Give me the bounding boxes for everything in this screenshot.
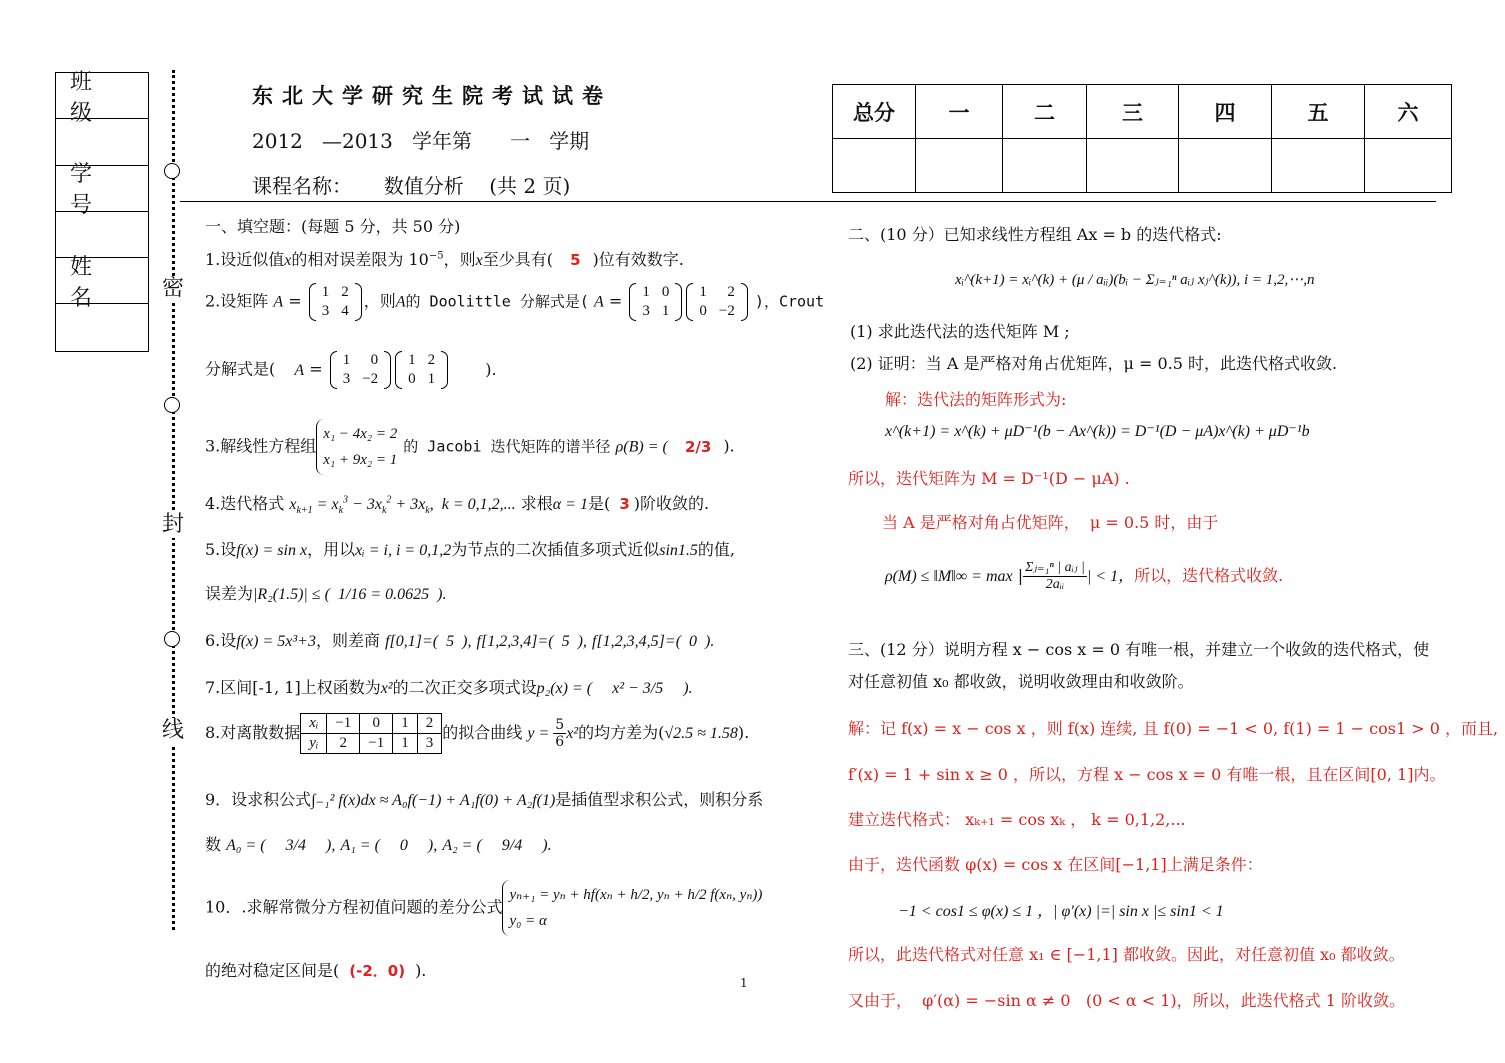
matrix-a: 1 2 3 4 [309, 283, 362, 321]
score-header-3: 三 [1087, 85, 1179, 139]
score-header-5: 五 [1272, 85, 1365, 139]
question-10-answer: 的绝对稳定区间是( (-2．0) ). [205, 961, 427, 980]
header-divider [180, 201, 1436, 202]
section3-solution-3: 建立迭代格式： xₖ₊₁ = cos xₖ ， k = 0,1,2,... [848, 810, 1186, 829]
score-header-total: 总分 [833, 85, 916, 139]
section3-solution-5: −1 < cos1 ≤ φ(x) ≤ 1 ，| φ′(x) |=| sin x |≤ sin1 < 1 [898, 903, 1224, 920]
binding-hole-icon [164, 631, 180, 647]
answer-1: 5 [570, 251, 581, 269]
score-header-2: 二 [1003, 85, 1087, 139]
score-cell-2[interactable] [1003, 139, 1087, 193]
section2-solution-2: x^(k+1) = x^(k) + μD⁻¹(b − Ax^(k)) = D⁻¹(D − μA)x^(k) + μD⁻¹b [885, 423, 1310, 440]
seal-mi: 密 [162, 276, 185, 301]
score-cell-3[interactable] [1087, 139, 1179, 193]
score-header-4: 四 [1179, 85, 1272, 139]
class-label: 班 级 [56, 73, 148, 119]
seal-feng: 封 [162, 512, 185, 537]
section3-solution-1: 解：记 f(x) = x − cos x ，则 f(x) 连续, 且 f(0) = −1 < 0, f(1) = 1 − cos1 > 0 ，而且, [848, 719, 1499, 738]
section2-solution-4: 当 A 是严格对角占优矩阵， μ = 0.5 时，由于 [882, 513, 1219, 532]
question-7: 7.区间[-1, 1]上权函数为x²的二次正交多项式设p₂(x) = ( x² − 3/5 ). [205, 678, 693, 697]
section2-solution-3: 所以，迭代矩阵为 M = D⁻¹(D − μA) . [848, 469, 1130, 488]
course-name: 课程名称： 数值分析 (共 2 页) [252, 174, 571, 198]
question-4: 4.迭代格式 $x_{k+1} = x_k^3 - 3x_k^2 + 3x_k$, k = 0,1,2,... 求根α = 1是( 3 )阶收敛的. [205, 494, 710, 517]
question-8: 8.对离散数据 xᵢ −1 0 1 2 yᵢ 2 −1 1 3的拟合曲线 y = $\frac{5}{6}$ x²的均方差为(√2.5 ≈ 1.58). [205, 713, 749, 754]
section3-solution-6: 所以，此迭代格式对任意 x₁ ∈ [−1,1] 都收敛。因此，对任意初值 x₀ 都收敛。 [848, 945, 1405, 964]
score-header-6: 六 [1365, 85, 1452, 139]
score-header-1: 一 [916, 85, 1003, 139]
section1-heading: 一、填空题：(每题 5 分，共 50 分) [205, 217, 461, 236]
student-id-label: 学 号 [56, 166, 148, 212]
score-cell-6[interactable] [1365, 139, 1452, 193]
question-2: 2.设矩阵 A = 1 2 3 4 ，则A的 Doolittle 分解式是( A = 1 0 3 1 1 2 0 −2 )，Crout [205, 284, 825, 319]
question-6: 6.设f(x) = 5x³+3，则差商 f[0,1]=( 5 ), f[1,2,3,4]=( 5 ), f[1,2,3,4,5]=( 0 ). [205, 631, 715, 650]
section3-solution-4: 由于，迭代函数 φ(x) = cos x 在区间[−1,1]上满足条件： [848, 855, 1263, 874]
section2-part2: (2) 证明：当 A 是严格对角占优矩阵，μ = 0.5 时，此迭代格式收敛. [850, 354, 1338, 373]
exam-title: 东北大学研究生院考试试卷 [252, 84, 612, 108]
score-cell-5[interactable] [1272, 139, 1365, 193]
answer-4: 3 [619, 495, 630, 513]
answer-3: 2/3 [684, 437, 712, 456]
score-cell-4[interactable] [1179, 139, 1272, 193]
section2-solution-1: 解：迭代法的矩阵形式为: [885, 390, 1067, 409]
answer-8: √2.5 ≈ 1.58 [664, 725, 738, 742]
question-2-crout: 分解式是( A = 1 0 3 −2 1 2 0 1 ). [205, 352, 497, 387]
page-number: 1 [740, 976, 748, 990]
section3-heading-b: 对任意初值 x₀ 都收敛，说明收敛理由和收敛阶。 [848, 672, 1194, 691]
question-3: 3.解线性方程组x₁ − 4x₂ = 2 x₁ + 9x₂ = 1的 Jacobi 迭代矩阵的谱半径 ρ(B) = ( 2/3 ). [205, 419, 735, 475]
section3-solution-2: f′(x) = 1 + sin x ≥ 0 ，所以，方程 x − cos x = 0 有唯一根，且在区间[0, 1]内。 [848, 765, 1446, 784]
score-table [832, 84, 1452, 193]
academic-term: 2012 —2013 学年第 一 学期 [252, 129, 590, 153]
score-cell-1[interactable] [916, 139, 1003, 193]
question-1: 1.设近似值x的相对误差限为 $10^{-5}$，则x至少具有( 5 )位有效数字. [205, 250, 684, 269]
seal-xian: 线 [162, 718, 185, 743]
question-5: 5.设f(x) = sin x，用以xᵢ = i, i = 0,1,2为节点的二次插值多项式近似sin1.5的值, [205, 540, 735, 559]
score-cell-total[interactable] [833, 139, 916, 193]
section2-solution-5: ρ(M) ≤ ‖M‖∞ = max | $\frac{\text{Σⱼ₌₁ⁿ | aᵢⱼ |}}{\text{2aᵢᵢ}}$ | < 1，所以，迭代格式收敛. [885, 560, 1284, 592]
binding-hole-icon [164, 163, 180, 179]
question-5-error: 误差为|R₂(1.5)| ≤ ( 1/16 = 0.0625 ). [205, 584, 447, 603]
question-10: 10．.求解常微分方程初值问题的差分公式yₙ₊₁ = yₙ + hf(xₙ + h/2, yₙ + h/2 f(xₙ, yₙ)) y₀ = α [205, 880, 768, 936]
binding-hole-icon [164, 397, 180, 413]
question-9-answers: 数 A₀ = ( 3/4 ), A₁ = ( 0 ), A₂ = ( 9/4 ). [205, 835, 552, 854]
section2-heading: 二、(10 分）已知求线性方程组 Ax = b 的迭代格式: [848, 225, 1222, 244]
linear-system: x₁ − 4x₂ = 2 x₁ + 9x₂ = 1 [316, 419, 403, 475]
difference-scheme: yₙ₊₁ = yₙ + hf(xₙ + h/2, yₙ + h/2 f(xₙ, yₙ)) y₀ = α [502, 880, 768, 936]
section3-heading-a: 三、(12 分）说明方程 x − cos x = 0 有唯一根，并建立一个收敛的迭代格式，使 [848, 640, 1430, 659]
question-9: 9．设求积公式∫₋₁² f(x)dx ≈ A₀f(−1) + A₁f(0) + A₂f(1)是插值型求积公式，则积分系 [205, 790, 764, 809]
discrete-data-table: xᵢ −1 0 1 2 yᵢ 2 −1 1 3 [300, 713, 442, 754]
binding-dotted-line [172, 70, 175, 930]
student-info-box [55, 69, 149, 352]
section2-formula: xᵢ^(k+1) = xᵢ^(k) + (μ / aᵢᵢ)(bᵢ − Σⱼ₌₁ⁿ aᵢⱼ xⱼ^(k)), i = 1,2,⋯,n [955, 272, 1315, 288]
answer-10: (-2．0) [349, 962, 406, 980]
name-label: 姓 名 [56, 258, 148, 304]
section3-solution-7: 又由于， φ′(α) = −sin α ≠ 0 (0 < α < 1)，所以，此迭代格式 1 阶收敛。 [848, 991, 1405, 1010]
section2-part1: (1) 求此迭代法的迭代矩阵 M ; [850, 322, 1070, 341]
